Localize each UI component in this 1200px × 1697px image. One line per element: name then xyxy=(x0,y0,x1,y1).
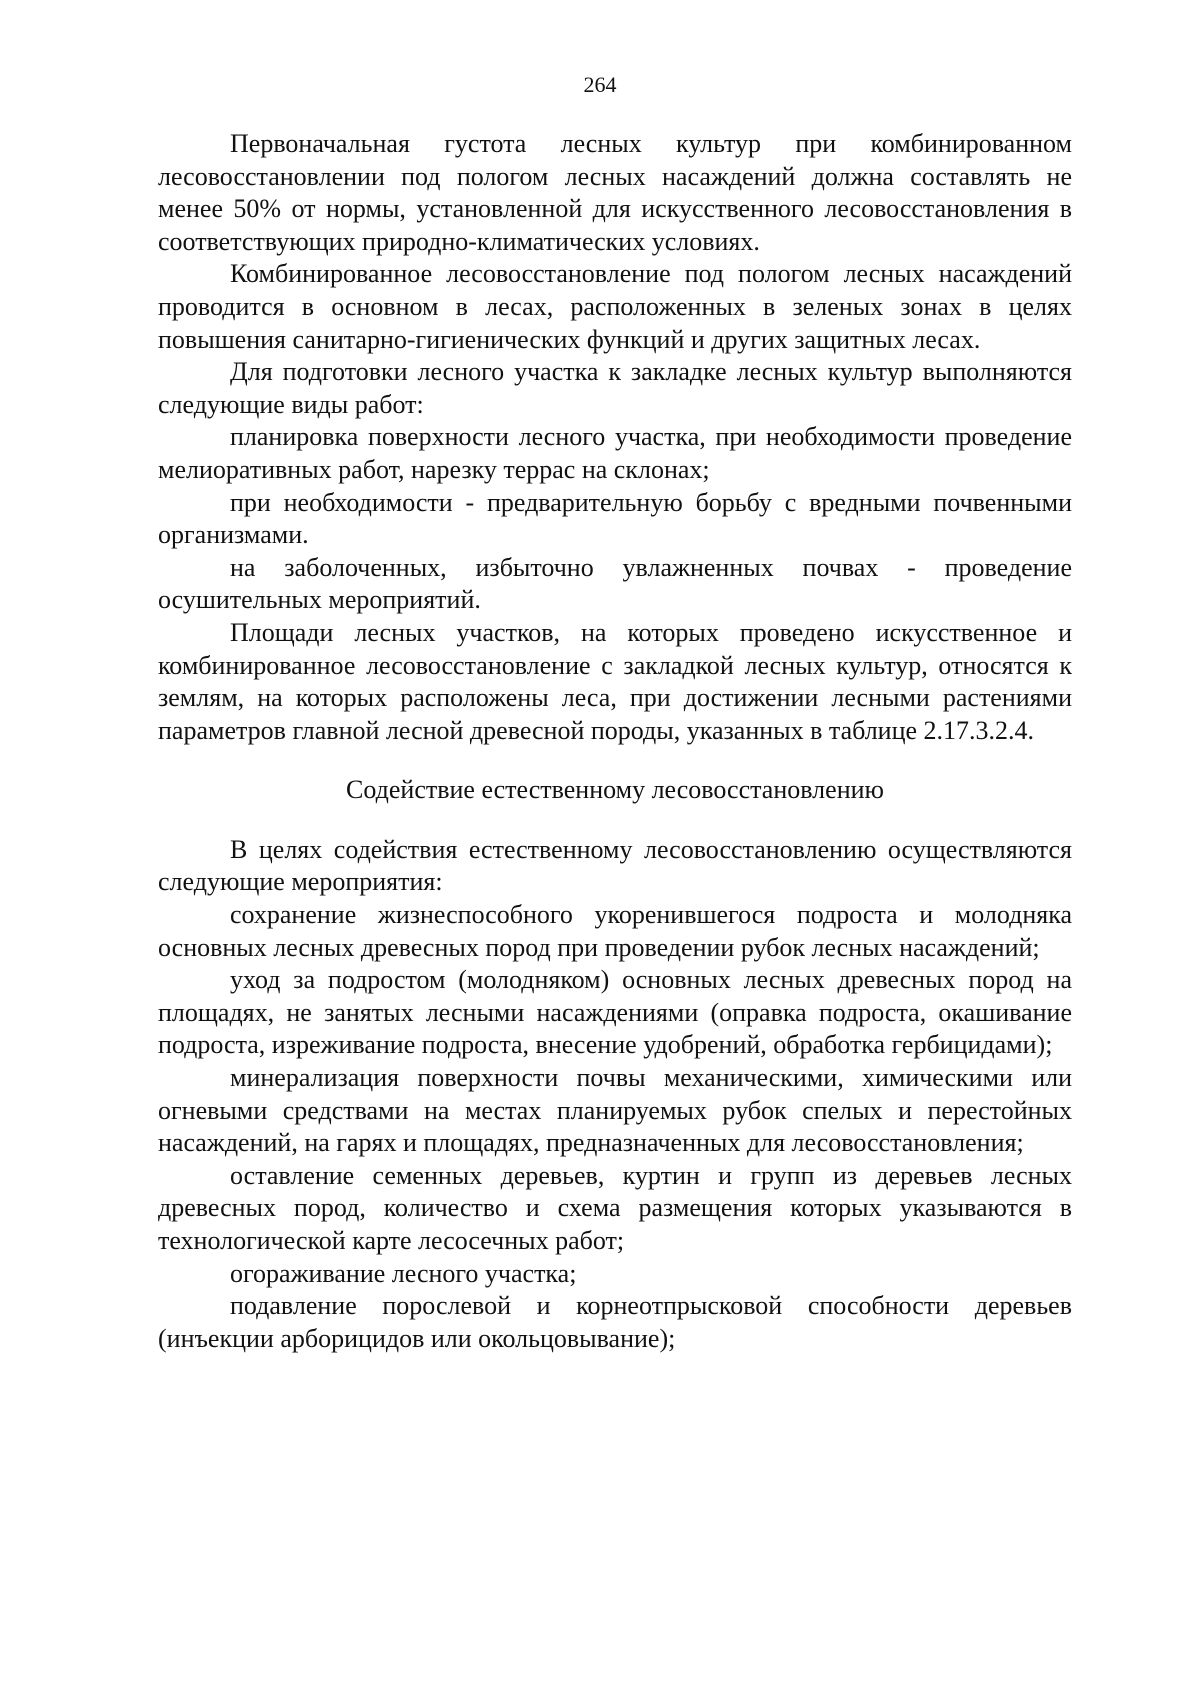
paragraph-site-preparation: Для подготовки лесного участка к закладке лесных культур выполняются следующие виды работ: xyxy=(158,357,1072,419)
list-item-drainage: на заболоченных, избыточно увлажненных почвах - проведение осушительных мероприятий. xyxy=(158,552,1072,615)
list-item-seed-trees: оставление семенных деревьев, куртин и групп из деревьев лесных древесных пород, количество и схема размещения которых указываются в технологической карте лесосечных работ; xyxy=(158,1160,1072,1255)
list-item-soil-mineralization: минерализация поверхности почвы механическими, химическими или огневыми средствами на местах планируемых рубок спелых и перестойных насаждений, на гарях и площадях, предназначенных для лесовосстановления; xyxy=(158,1063,1072,1158)
list-item-pest-control: при необходимости - предварительную борьбу с вредными почвенными организмами. xyxy=(158,487,1072,550)
paragraph-initial-density: Первоначальная густота лесных культур при комбинированном лесовосстановлении под пологом лесных насаждений должна составлять не менее 50% от нормы, установленной для искусственного лесовосстановления в соответствующих природно-климатических условиях. xyxy=(158,129,1072,256)
list-item-suppression: подавление порослевой и корнеотпрысковой способности деревьев (инъекции арборицидов или окольцовывание); xyxy=(158,1291,1072,1353)
list-item-undergrowth-care: уход за подростом (молодняком) основных лесных древесных пород на площадях, не занятых лесными насаждениями (оправка подроста, окашивание подроста, изреживание подроста, внесение удобрений, обработка гербицидами); xyxy=(158,965,1072,1060)
list-item-planning: планировка поверхности лесного участка, при необходимости проведение мелиоративных работ, нарезку террас на склонах; xyxy=(158,422,1072,484)
document-body xyxy=(158,128,1072,1355)
page-number: 264 xyxy=(583,72,617,97)
paragraph-natural-reforestation-intro: В целях содействия естественному лесовосстановлению осуществляются следующие мероприятия: xyxy=(158,834,1072,897)
list-item-fencing: огораживание лесного участка; xyxy=(230,1258,577,1288)
section-heading: Содействие естественному лесовосстановлению xyxy=(346,775,884,805)
paragraph-combined-reforestation: Комбинированное лесовосстановление под пологом лесных насаждений проводится в основном в лесах, расположенных в зеленых зонах в целях повышения санитарно-гигиенических функций и других защитных лесах. xyxy=(158,259,1072,354)
paragraph-land-areas: Площади лесных участков, на которых проведено искусственное и комбинированное лесовосстановление с закладкой лесных культур, относятся к землям, на которых расположены леса, при достижении лесными растениями параметров главной лесной древесной породы, указанных в таблице 2.17.3.2.4. xyxy=(158,617,1072,745)
list-item-undergrowth-preservation: сохранение жизнеспособного укоренившегося подроста и молодняка основных лесных древесных пород при проведении рубок лесных насаждений; xyxy=(158,900,1072,962)
